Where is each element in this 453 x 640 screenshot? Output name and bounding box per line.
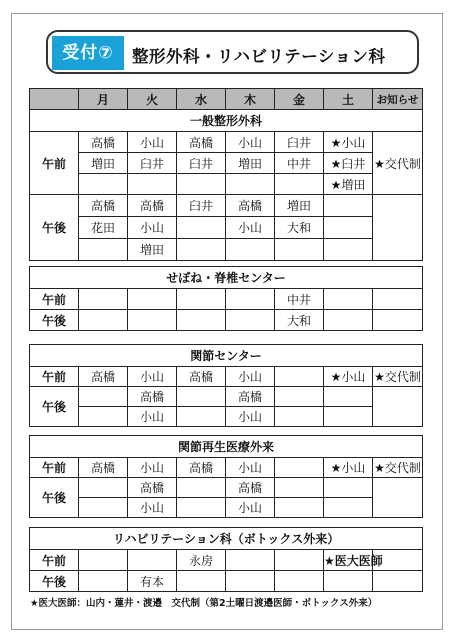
doctor-cell (275, 458, 324, 478)
doctor-cell (79, 407, 128, 427)
doctor-cell (275, 174, 324, 195)
doctor-cell (324, 310, 373, 331)
doctor-cell: 臼井 (177, 153, 226, 174)
doctor-cell (79, 289, 128, 310)
doctor-cell (324, 239, 373, 261)
doctor-cell (275, 239, 324, 261)
doctor-cell: 小山 (226, 217, 275, 239)
day-tue: 火 (128, 89, 177, 110)
doctor-cell (177, 478, 226, 498)
doctor-cell (177, 387, 226, 407)
doctor-cell: ★小山 (324, 132, 373, 153)
doctor-cell: 増田 (226, 153, 275, 174)
doctor-cell (324, 217, 373, 239)
doctor-cell: ★臼井 (324, 153, 373, 174)
doctor-cell (128, 550, 177, 571)
reception-badge: 受付⑦ (52, 36, 124, 70)
doctor-cell (226, 289, 275, 310)
doctor-cell (177, 571, 226, 592)
doctor-cell (226, 571, 275, 592)
doctor-cell: 小山 (226, 458, 275, 478)
doctor-cell: 大和 (275, 217, 324, 239)
doctor-cell: 小山 (226, 132, 275, 153)
doctor-cell: 増田 (128, 239, 177, 261)
doctor-cell: ★小山 (324, 458, 373, 478)
doctor-cell (177, 310, 226, 331)
doctor-cell: 高橋 (177, 132, 226, 153)
doctor-cell: 増田 (79, 153, 128, 174)
doctor-cell: 高橋 (177, 367, 226, 387)
day-mon: 月 (79, 89, 128, 110)
doctor-cell (177, 289, 226, 310)
notice-cell (373, 289, 423, 310)
doctor-cell (177, 174, 226, 195)
notice-cell (373, 310, 423, 331)
notice-cell: ★交代制 (373, 367, 423, 387)
pm-label: 午後 (30, 571, 79, 592)
doctor-cell (324, 478, 373, 498)
doctor-cell: 有本 (128, 571, 177, 592)
doctor-cell (128, 289, 177, 310)
doctor-cell (275, 550, 324, 571)
doctor-cell (275, 478, 324, 498)
am-label: 午前 (30, 289, 79, 310)
section-title: せぼね・脊椎センター (30, 267, 423, 289)
doctor-cell: 小山 (226, 498, 275, 518)
doctor-cell: 高橋 (128, 478, 177, 498)
footnote: ★医大医師：山内・蓮井・渡邉 交代制（第2土曜日渡邉医師・ボトックス外来） (30, 598, 378, 609)
notice-cell (373, 478, 423, 518)
doctor-cell (275, 571, 324, 592)
pm-label: 午後 (30, 310, 79, 331)
doctor-cell: 臼井 (177, 195, 226, 217)
doctor-cell: ★増田 (324, 174, 373, 195)
notice-cell: ★交代制 (373, 132, 423, 195)
doctor-cell (79, 571, 128, 592)
ortho-schedule-table (29, 88, 423, 261)
doctor-cell: 小山 (128, 498, 177, 518)
doctor-cell: 小山 (128, 132, 177, 153)
doctor-cell (79, 550, 128, 571)
doctor-cell: 小山 (226, 407, 275, 427)
section-title: 一般整形外科 (30, 110, 423, 132)
notice-header: お知らせ (373, 89, 423, 110)
doctor-cell: 高橋 (79, 195, 128, 217)
doctor-cell (177, 498, 226, 518)
doctor-cell (128, 310, 177, 331)
doctor-cell: 小山 (226, 367, 275, 387)
section-title: 関節センター (30, 345, 423, 367)
am-label: 午前 (30, 132, 79, 195)
doctor-cell (275, 407, 324, 427)
notice-cell (373, 571, 423, 592)
day-header-row (30, 89, 423, 110)
pm-label: 午後 (30, 195, 79, 261)
doctor-cell: ★小山 (324, 367, 373, 387)
doctor-cell (79, 239, 128, 261)
doctor-cell: 高橋 (226, 195, 275, 217)
doctor-cell: 臼井 (275, 132, 324, 153)
doctor-cell (275, 387, 324, 407)
notice-cell (373, 195, 423, 261)
day-sat: 土 (324, 89, 373, 110)
doctor-cell: 小山 (128, 367, 177, 387)
doctor-cell (226, 174, 275, 195)
notice-cell: ★交代制 (373, 458, 423, 478)
doctor-cell (177, 239, 226, 261)
doctor-cell (128, 174, 177, 195)
day-fri: 金 (275, 89, 324, 110)
doctor-cell: 高橋 (226, 478, 275, 498)
doctor-cell: 高橋 (79, 367, 128, 387)
am-label: 午前 (30, 550, 79, 571)
doctor-cell (79, 310, 128, 331)
doctor-cell: 高橋 (226, 387, 275, 407)
doctor-cell: 高橋 (128, 195, 177, 217)
doctor-cell (79, 478, 128, 498)
regen-schedule-table (29, 435, 423, 518)
doctor-cell (177, 217, 226, 239)
doctor-cell: 小山 (128, 217, 177, 239)
doctor-cell: 高橋 (79, 132, 128, 153)
corner-cell (30, 89, 79, 110)
doctor-cell: 小山 (128, 407, 177, 427)
doctor-cell: 増田 (275, 195, 324, 217)
doctor-cell (79, 498, 128, 518)
page-title: 整形外科・リハビリテーション科 (132, 47, 386, 66)
notice-cell (373, 387, 423, 427)
day-wed: 水 (177, 89, 226, 110)
doctor-cell (324, 195, 373, 217)
doctor-cell (79, 387, 128, 407)
doctor-cell: 中井 (275, 289, 324, 310)
doctor-cell (226, 239, 275, 261)
doctor-cell (79, 174, 128, 195)
day-thu: 木 (226, 89, 275, 110)
joint-schedule-table (29, 344, 423, 427)
pm-label: 午後 (30, 478, 79, 518)
doctor-cell: 中井 (275, 153, 324, 174)
section-title: 関節再生医療外来 (30, 436, 423, 458)
doctor-cell (324, 571, 373, 592)
doctor-cell: 小山 (128, 458, 177, 478)
doctor-cell (275, 498, 324, 518)
doctor-cell (177, 407, 226, 427)
doctor-cell: 臼井 (128, 153, 177, 174)
doctor-cell (324, 289, 373, 310)
doctor-cell: 高橋 (128, 387, 177, 407)
doctor-cell (226, 310, 275, 331)
am-label: 午前 (30, 458, 79, 478)
doctor-cell (226, 550, 275, 571)
section-title: リハビリテーション科（ボトックス外来） (30, 528, 423, 550)
doctor-cell (324, 407, 373, 427)
doctor-cell (324, 498, 373, 518)
pm-label: 午後 (30, 387, 79, 427)
doctor-cell: 花田 (79, 217, 128, 239)
doctor-cell: 永房 (177, 550, 226, 571)
doctor-cell: 大和 (275, 310, 324, 331)
doctor-cell (275, 367, 324, 387)
am-label: 午前 (30, 367, 79, 387)
doctor-cell: 高橋 (177, 458, 226, 478)
doctor-cell: 高橋 (79, 458, 128, 478)
doctor-cell: ★医大医師 (324, 550, 373, 571)
doctor-cell (324, 387, 373, 407)
rehab-schedule-table (29, 527, 423, 592)
spine-schedule-table (29, 266, 423, 331)
